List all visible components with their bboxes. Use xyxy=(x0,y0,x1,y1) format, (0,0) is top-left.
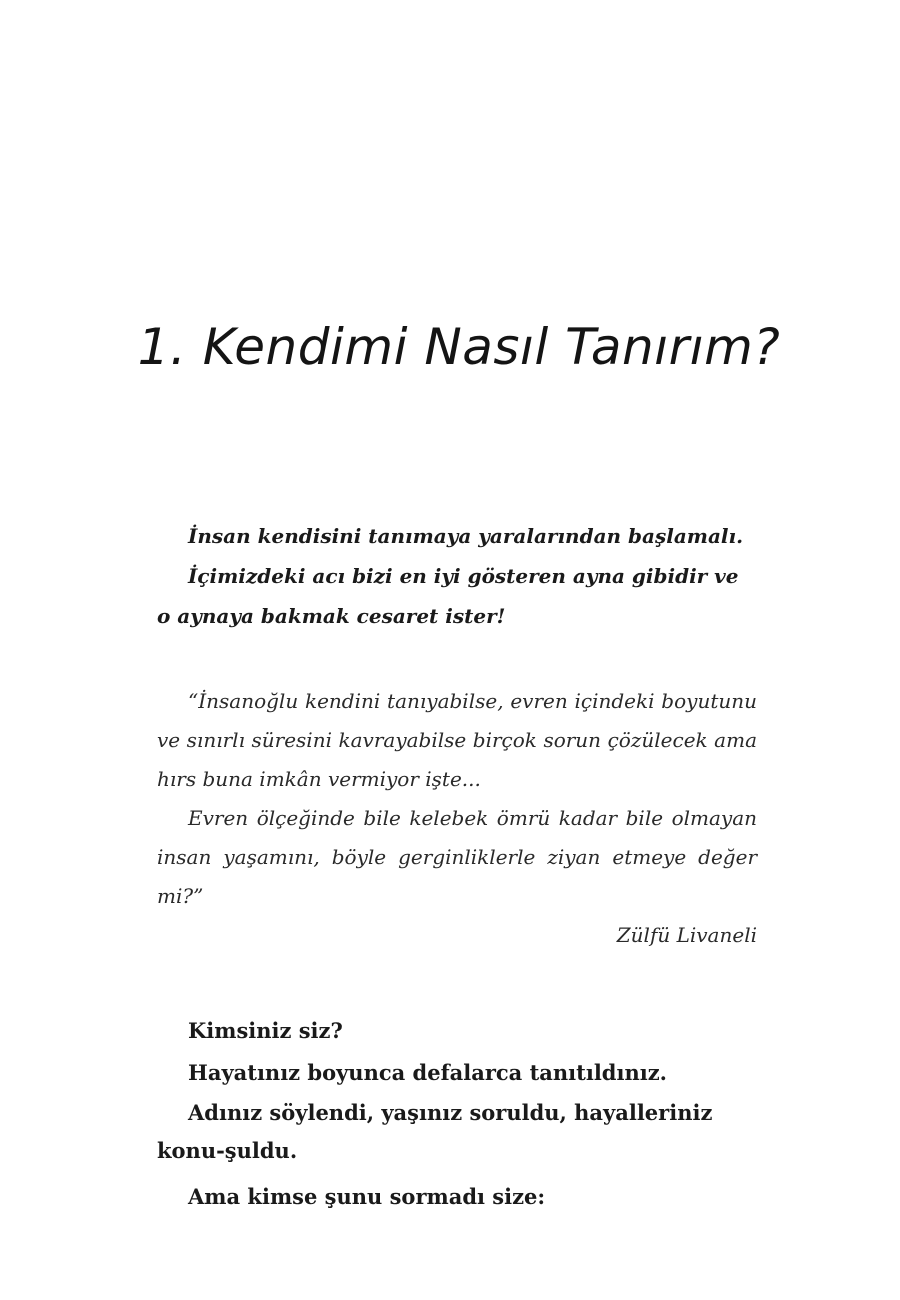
epigraph xyxy=(157,516,757,636)
quote-author: Zülfü Livaneli xyxy=(616,923,757,947)
chapter-title: 1. Kendimi Nasıl Tanırım? xyxy=(137,318,781,376)
quotation xyxy=(157,682,757,955)
epigraph-line: İçimizdeki acı bizi en iyi gösteren ayna gibidir ve o aynaya bakmak cesaret ister! xyxy=(157,564,739,628)
quote-paragraph: “İnsanoğlu kendini tanıyabilse, evren içindeki boyutunu ve sınırlı süresini kavrayabilse birçok sorun çözülecek ama hırs buna imkân vermiyor işte... xyxy=(157,689,757,791)
body-paragraph: Hayatınız boyunca defalarca tanıtıldınız. xyxy=(188,1060,667,1085)
body-paragraph: Adınız söylendi, yaşınız soruldu, hayalleriniz konu-şuldu. xyxy=(157,1100,713,1163)
body-text xyxy=(157,1010,757,1218)
body-paragraph: Ama kimse şunu sormadı size: xyxy=(188,1184,546,1209)
epigraph-line: İnsan kendisini tanımaya yaralarından başlamalı. xyxy=(188,524,744,548)
quote-paragraph: Evren ölçeğinde bile kelebek ömrü kadar bile olmayan insan yaşamını, böyle gerginliklerle ziyan etmeye değer mi?” xyxy=(157,806,757,908)
body-paragraph: Kimsiniz siz? xyxy=(188,1018,343,1043)
